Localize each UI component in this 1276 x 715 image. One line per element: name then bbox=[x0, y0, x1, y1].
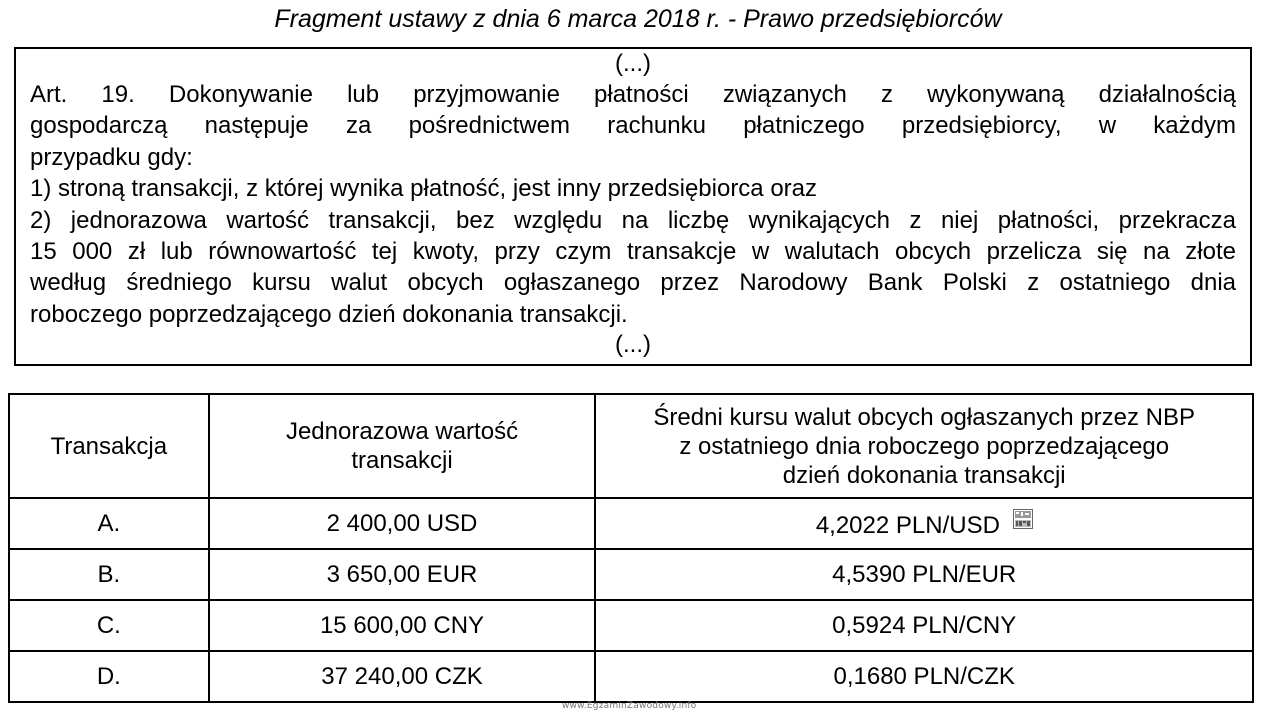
row-a-value: 2 400,00 USD bbox=[209, 498, 596, 549]
row-c-value: 15 600,00 CNY bbox=[209, 600, 596, 651]
table-header-row bbox=[9, 394, 1253, 498]
header-rate-line-1: Średni kursu walut obcych ogłaszanych przez NBP bbox=[653, 403, 1195, 431]
header-transaction bbox=[9, 394, 209, 498]
law-excerpt-box bbox=[14, 47, 1252, 366]
row-b-value: 3 650,00 EUR bbox=[209, 549, 596, 600]
table-row bbox=[9, 498, 1253, 549]
watermark: www.EgzaminZawodowy.info bbox=[562, 701, 697, 711]
table-row bbox=[9, 651, 1253, 702]
header-value bbox=[209, 394, 596, 498]
info-icon[interactable] bbox=[1013, 507, 1033, 527]
header-rate-line-2: z ostatniego dnia roboczego poprzedzającego bbox=[679, 432, 1170, 460]
point-2-line-4: roboczego poprzedzającego dzień dokonania transakcji. bbox=[30, 300, 628, 328]
point-2-line-2: 15 000 zł lub równowartość tej kwoty, przy czym transakcje w walutach obcych przelicza się na złote bbox=[30, 238, 1236, 266]
row-d-value: 37 240,00 CZK bbox=[209, 651, 596, 702]
row-a-rate: 4,2022 PLN/USD bbox=[815, 512, 1000, 539]
row-c-rate: 0,5924 PLN/CNY bbox=[595, 600, 1253, 651]
point-2-line-3: według średniego kursu walut obcych ogłaszanego przez Narodowy Bank Polski z ostatniego dnia bbox=[30, 269, 1236, 297]
row-b-id: B. bbox=[9, 549, 209, 600]
article-line-1: Art. 19. Dokonywanie lub przyjmowanie płatności związanych z wykonywaną działalnością bbox=[30, 81, 1236, 108]
point-2-line-1: 2) jednorazowa wartość transakcji, bez względu na liczbę wynikających z niej płatności, przekracza bbox=[30, 206, 1236, 234]
transactions-table bbox=[8, 393, 1254, 703]
header-value-line-1: Jednorazowa wartość bbox=[285, 418, 519, 445]
point-1: 1) stroną transakcji, z której wynika płatność, jest inny przedsiębiorca oraz bbox=[30, 175, 818, 203]
row-a-id: A. bbox=[9, 498, 209, 549]
header-transaction-label: Transakcja bbox=[50, 432, 168, 460]
table-row bbox=[9, 600, 1253, 651]
ellipsis-bottom: (...) bbox=[615, 331, 651, 359]
table-row bbox=[9, 549, 1253, 600]
row-c-id: C. bbox=[9, 600, 209, 651]
article-line-3: przypadku gdy: bbox=[30, 143, 193, 171]
header-rate-line-3: dzień dokonania transakcji bbox=[782, 461, 1066, 489]
document-title: Fragment ustawy z dnia 6 marca 2018 r. - Prawo przedsiębiorców bbox=[274, 5, 1002, 33]
article-line-2: gospodarczą następuje za pośrednictwem rachunku płatniczego przedsiębiorcy, w każdym bbox=[30, 112, 1236, 140]
row-d-id: D. bbox=[9, 651, 209, 702]
ellipsis-top: (...) bbox=[615, 50, 651, 77]
row-d-rate: 0,1680 PLN/CZK bbox=[595, 651, 1253, 702]
header-rate bbox=[595, 394, 1253, 498]
row-a-rate-cell bbox=[595, 498, 1253, 549]
header-value-line-2: transakcji bbox=[351, 447, 453, 474]
row-b-rate: 4,5390 PLN/EUR bbox=[595, 549, 1253, 600]
